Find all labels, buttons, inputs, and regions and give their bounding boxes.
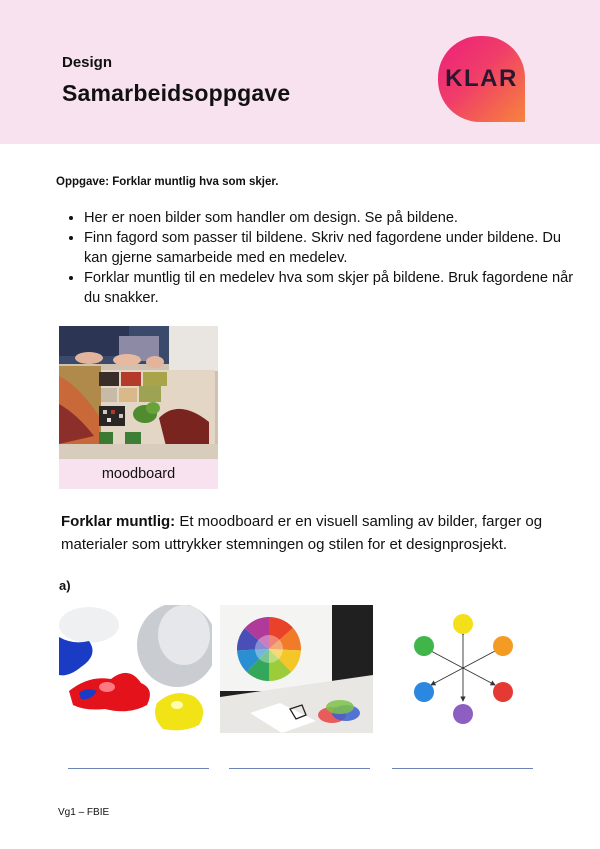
answer-line-3[interactable]	[392, 768, 533, 769]
instruction-item: • Forklar muntlig til en medelev hva som skjer på bildene. Bruk fagordene når du snakker.	[84, 268, 584, 308]
paint-blobs-photo	[59, 605, 212, 733]
answer-line-1[interactable]	[68, 768, 209, 769]
footer-course-code: Vg1 – FBIE	[58, 807, 110, 818]
instruction-item: • Her er noen bilder som handler om design. Se på bildene.	[84, 208, 584, 228]
example-explanation	[61, 510, 561, 556]
page-header	[0, 0, 600, 144]
color-wheel-photo	[220, 605, 373, 733]
complementary-colors-diagram	[391, 605, 536, 733]
page-title: Samarbeidsoppgave	[62, 80, 291, 106]
moodboard-caption: moodboard	[59, 459, 218, 489]
section-a-label: a)	[59, 578, 71, 593]
logo-text: KLAR	[445, 65, 518, 92]
explain-label: Forklar muntlig:	[61, 513, 176, 530]
explain-text: Et moodboard er en visuell samling av bilder, farger og materialer som uttrykker stemningen og stilen for et designprosjekt.	[61, 513, 543, 553]
instruction-list	[68, 208, 584, 308]
answer-line-2[interactable]	[229, 768, 370, 769]
subject-label: Design	[62, 54, 113, 71]
klar-logo	[438, 36, 525, 122]
instruction-item: • Finn fagord som passer til bildene. Skriv ned fagordene under bildene. Du kan gjerne samarbeide med en medelev.	[84, 228, 584, 268]
task-heading: Oppgave: Forklar muntlig hva som skjer.	[56, 176, 279, 188]
moodboard-photo	[59, 326, 218, 459]
